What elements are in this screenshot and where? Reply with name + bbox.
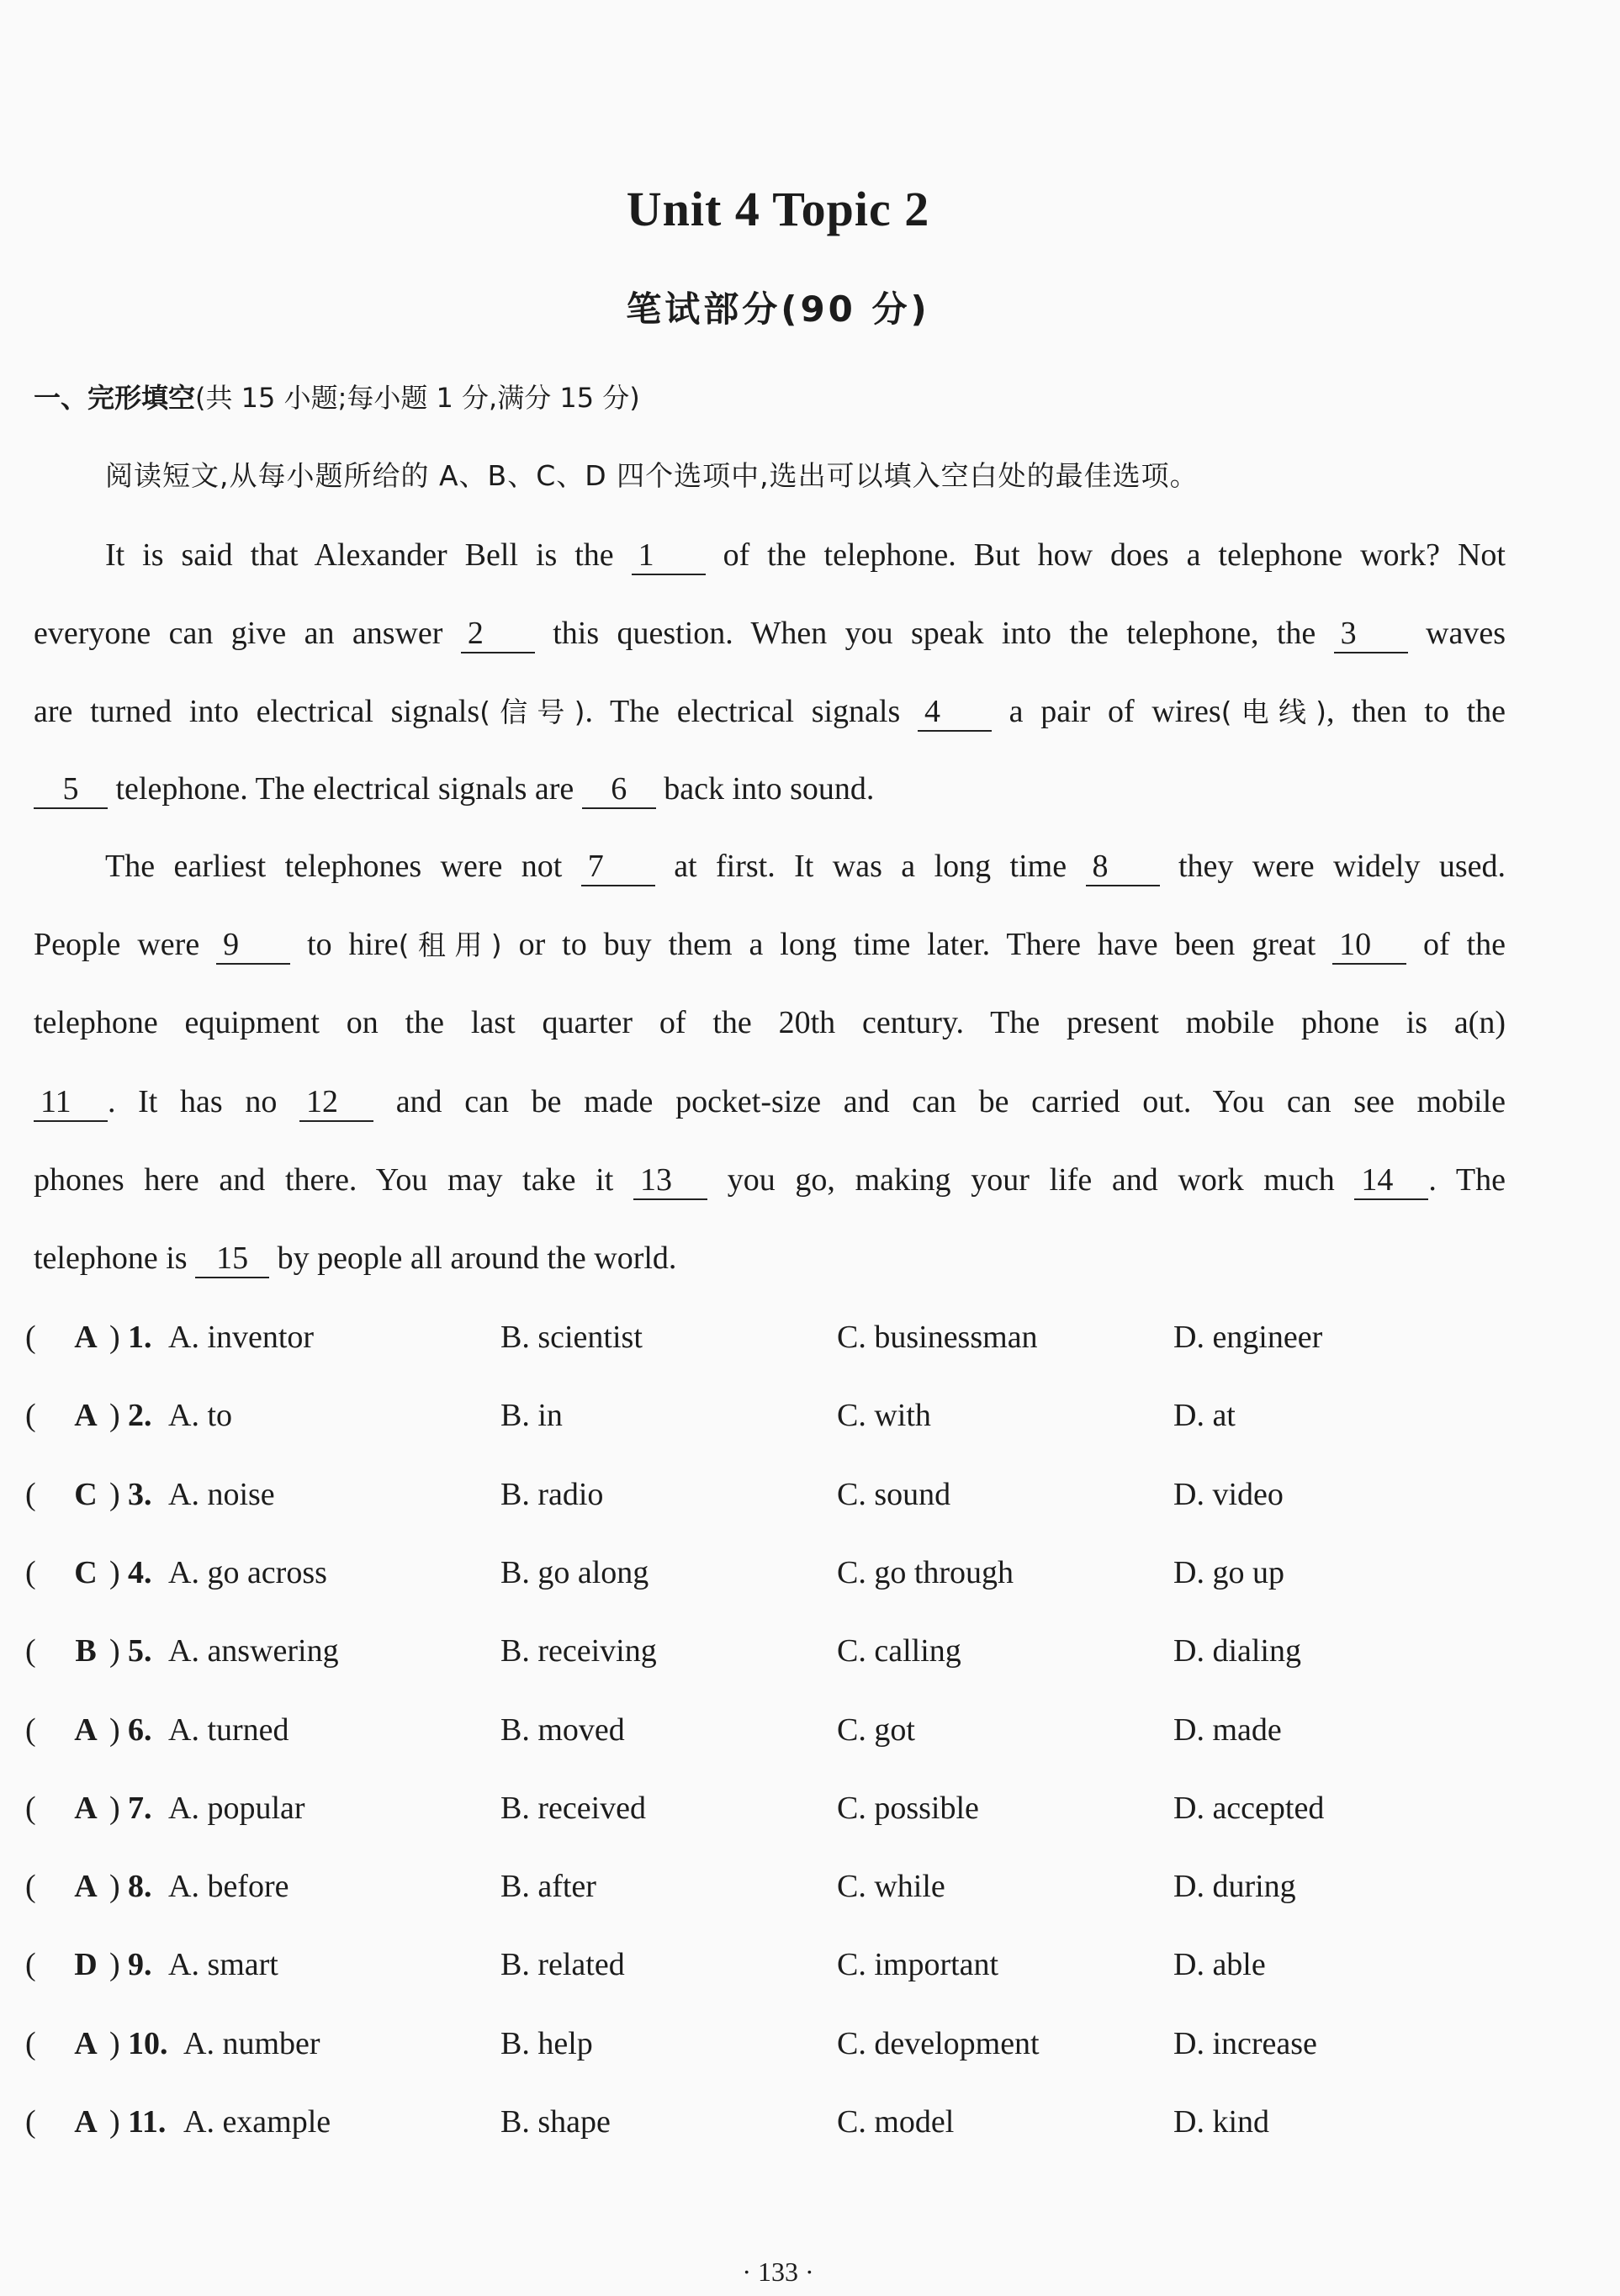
question-close-paren: ): [109, 1712, 120, 1748]
passage-gloss: (电线): [1220, 696, 1327, 728]
question-number: 11.: [128, 2104, 167, 2140]
question-answer: D: [74, 1947, 98, 1982]
blank-number: 11: [34, 1083, 108, 1122]
option-d[interactable]: D. accepted: [1173, 1791, 1325, 1826]
passage-line: [34, 608, 1506, 659]
question-number: 5.: [128, 1633, 152, 1669]
passage-text: by people all around the world.: [277, 1241, 677, 1276]
option-d[interactable]: D. video: [1173, 1477, 1284, 1512]
passage-line: [34, 997, 1506, 1048]
passage-line: [34, 530, 1506, 580]
question-answer: C: [74, 1555, 98, 1590]
option-a[interactable]: A. turned: [168, 1712, 289, 1748]
question-row: [25, 1861, 1539, 1912]
section-instruction: 阅读短文,从每小题所给的 A、B、C、D 四个选项中,选出可以填入空白处的最佳选项。: [105, 459, 1199, 492]
question-answer: A: [74, 1712, 98, 1748]
passage-text: you go, making your life and work much: [727, 1162, 1335, 1198]
option-b[interactable]: B. radio: [500, 1477, 604, 1512]
option-b[interactable]: B. in: [500, 1398, 563, 1433]
passage-text: phones here and there. You may take it: [34, 1162, 614, 1198]
page-subtitle: 笔试部分(90 分): [626, 288, 930, 330]
passage-text: at first. It was a long time: [674, 849, 1067, 884]
option-c[interactable]: C. go through: [837, 1555, 1014, 1590]
option-b[interactable]: B. scientist: [500, 1320, 643, 1355]
blank-number: 14: [1354, 1161, 1428, 1200]
question-number: 1.: [128, 1320, 152, 1355]
section-detail: (共 15 小题;每小题 1 分,满分 15 分): [195, 382, 640, 414]
passage-text: waves: [1426, 616, 1506, 651]
option-c[interactable]: C. with: [837, 1398, 931, 1433]
question-close-paren: ): [109, 1633, 120, 1669]
option-b[interactable]: B. after: [500, 1869, 596, 1904]
question-close-paren: ): [109, 1947, 120, 1982]
question-row: [25, 2018, 1539, 2069]
option-d[interactable]: D. engineer: [1173, 1320, 1323, 1355]
passage-text: and can be made pocket-size and can be carried out. You can see mobile: [395, 1084, 1506, 1119]
option-b[interactable]: B. go along: [500, 1555, 649, 1590]
question-number: 4.: [128, 1555, 152, 1590]
passage-text: . The: [1428, 1162, 1506, 1198]
blank-number: 12: [299, 1083, 373, 1122]
option-c[interactable]: C. businessman: [837, 1320, 1038, 1355]
question-open-paren: (: [25, 1869, 36, 1904]
passage-line: [34, 919, 1506, 970]
option-a[interactable]: A. inventor: [168, 1320, 315, 1355]
question-close-paren: ): [109, 1398, 120, 1433]
passage-text: of the: [1423, 927, 1506, 962]
option-d[interactable]: D. kind: [1173, 2104, 1269, 2140]
option-c[interactable]: C. sound: [837, 1477, 951, 1512]
option-b[interactable]: B. related: [500, 1947, 625, 1982]
question-number: 8.: [128, 1869, 152, 1904]
option-c[interactable]: C. development: [837, 2026, 1040, 2061]
option-a[interactable]: A. answering: [168, 1633, 339, 1669]
passage-line: [34, 1155, 1506, 1205]
question-number: 6.: [128, 1712, 152, 1748]
question-open-paren: (: [25, 1712, 36, 1748]
option-a[interactable]: A. go across: [168, 1555, 327, 1590]
question-row: [25, 2097, 1539, 2147]
passage-text: or to buy them a long time later. There have been great: [518, 927, 1316, 962]
blank-number: 3: [1334, 615, 1408, 653]
question-open-paren: (: [25, 1320, 36, 1355]
passage-text: telephone equipment on the last quarter of the 20th century. The present mobile phone is a(n): [34, 1005, 1506, 1040]
option-d[interactable]: D. during: [1173, 1869, 1296, 1904]
passage-text: The earliest telephones were not: [105, 849, 563, 884]
question-number: 10.: [128, 2026, 168, 2061]
passage-text: a pair of wires: [1009, 694, 1221, 729]
question-answer: A: [74, 1398, 98, 1433]
question-close-paren: ): [109, 1869, 120, 1904]
blank-number: 9: [216, 926, 290, 965]
passage-gloss: (信号): [479, 696, 585, 728]
question-answer: A: [74, 1791, 98, 1826]
option-a[interactable]: A. smart: [168, 1947, 278, 1982]
option-c[interactable]: C. model: [837, 2104, 955, 2140]
question-open-paren: (: [25, 2104, 36, 2140]
passage-gloss: (租用): [398, 928, 502, 961]
passage-line: [34, 1077, 1506, 1127]
option-d[interactable]: D. at: [1173, 1398, 1236, 1433]
question-row: [25, 1939, 1539, 1990]
option-b[interactable]: B. received: [500, 1791, 647, 1826]
question-close-paren: ): [109, 1320, 120, 1355]
option-d[interactable]: D. made: [1173, 1712, 1282, 1748]
passage-text: , then to the: [1326, 694, 1506, 729]
passage-text: . It has no: [108, 1084, 278, 1119]
option-c[interactable]: C. possible: [837, 1791, 979, 1826]
passage-text: telephone is: [34, 1241, 188, 1276]
question-open-paren: (: [25, 1947, 36, 1982]
question-open-paren: (: [25, 1398, 36, 1433]
passage-text: to hire: [307, 927, 399, 962]
option-a[interactable]: A. number: [183, 2026, 320, 2061]
passage-line: [34, 686, 1506, 737]
passage-text: telephone. The electrical signals are: [115, 771, 574, 807]
blank-number: 13: [633, 1161, 707, 1200]
question-answer: A: [74, 1869, 98, 1904]
blank-number: 7: [581, 848, 655, 886]
option-a[interactable]: A. noise: [168, 1477, 275, 1512]
passage-line: [34, 1233, 1506, 1283]
passage-line: [34, 841, 1506, 891]
question-answer: A: [74, 2026, 98, 2061]
option-a[interactable]: A. before: [168, 1869, 289, 1904]
question-row: [25, 1547, 1539, 1598]
passage-text: this question. When you speak into the telephone, the: [553, 616, 1316, 651]
passage-text: are turned into electrical signals: [34, 694, 480, 729]
option-c[interactable]: C. got: [837, 1712, 915, 1748]
option-d[interactable]: D. go up: [1173, 1555, 1284, 1590]
section-label: 一、完形填空: [34, 382, 196, 414]
blank-number: 5: [34, 770, 108, 809]
option-b[interactable]: B. receiving: [500, 1633, 657, 1669]
question-answer: A: [74, 1320, 98, 1355]
blank-number: 4: [918, 693, 992, 732]
option-c[interactable]: C. while: [837, 1869, 945, 1904]
question-row: [25, 1783, 1539, 1833]
option-a[interactable]: A. to: [168, 1398, 232, 1433]
question-open-paren: (: [25, 1791, 36, 1826]
page-title: Unit 4 Topic 2: [626, 182, 930, 236]
option-b[interactable]: B. moved: [500, 1712, 625, 1748]
passage-line: [34, 764, 1506, 814]
question-number: 9.: [128, 1947, 152, 1982]
blank-number: 1: [632, 537, 706, 575]
question-close-paren: ): [109, 2104, 120, 2140]
passage-text: they were widely used.: [1178, 849, 1506, 884]
blank-number: 2: [461, 615, 535, 653]
question-open-paren: (: [25, 2026, 36, 2061]
option-a[interactable]: A. example: [183, 2104, 331, 2140]
question-number: 2.: [128, 1398, 152, 1433]
question-open-paren: (: [25, 1633, 36, 1669]
question-close-paren: ): [109, 1555, 120, 1590]
option-b[interactable]: B. shape: [500, 2104, 611, 2140]
blank-number: 8: [1086, 848, 1160, 886]
option-d[interactable]: D. increase: [1173, 2026, 1317, 2061]
page-number: · 133 ·: [742, 2256, 814, 2287]
passage-text: People were: [34, 927, 200, 962]
question-row: [25, 1390, 1539, 1441]
blank-number: 15: [195, 1240, 269, 1278]
option-d[interactable]: D. dialing: [1173, 1633, 1301, 1669]
question-close-paren: ): [109, 1477, 120, 1512]
option-a[interactable]: A. popular: [168, 1791, 305, 1826]
question-row: [25, 1626, 1539, 1676]
passage-text: It is said that Alexander Bell is the: [105, 537, 614, 573]
passage-text: . The electrical signals: [585, 694, 901, 729]
question-row: [25, 1705, 1539, 1755]
question-close-paren: ): [109, 1791, 120, 1826]
question-close-paren: ): [109, 2026, 120, 2061]
option-b[interactable]: B. help: [500, 2026, 593, 2061]
option-c[interactable]: C. calling: [837, 1633, 961, 1669]
question-answer: A: [74, 2104, 98, 2140]
question-open-paren: (: [25, 1477, 36, 1512]
passage-text: everyone can give an answer: [34, 616, 443, 651]
question-answer: B: [75, 1633, 97, 1669]
section-heading: [34, 377, 640, 415]
blank-number: 10: [1332, 926, 1406, 965]
question-number: 7.: [128, 1791, 152, 1826]
question-row: [25, 1312, 1539, 1362]
option-d[interactable]: D. able: [1173, 1947, 1266, 1982]
question-number: 3.: [128, 1477, 152, 1512]
question-row: [25, 1469, 1539, 1520]
blank-number: 6: [582, 770, 656, 809]
passage-text: of the telephone. But how does a telephone work? Not: [723, 537, 1506, 573]
option-c[interactable]: C. important: [837, 1947, 999, 1982]
question-answer: C: [74, 1477, 98, 1512]
question-open-paren: (: [25, 1555, 36, 1590]
passage-text: back into sound.: [664, 771, 875, 807]
